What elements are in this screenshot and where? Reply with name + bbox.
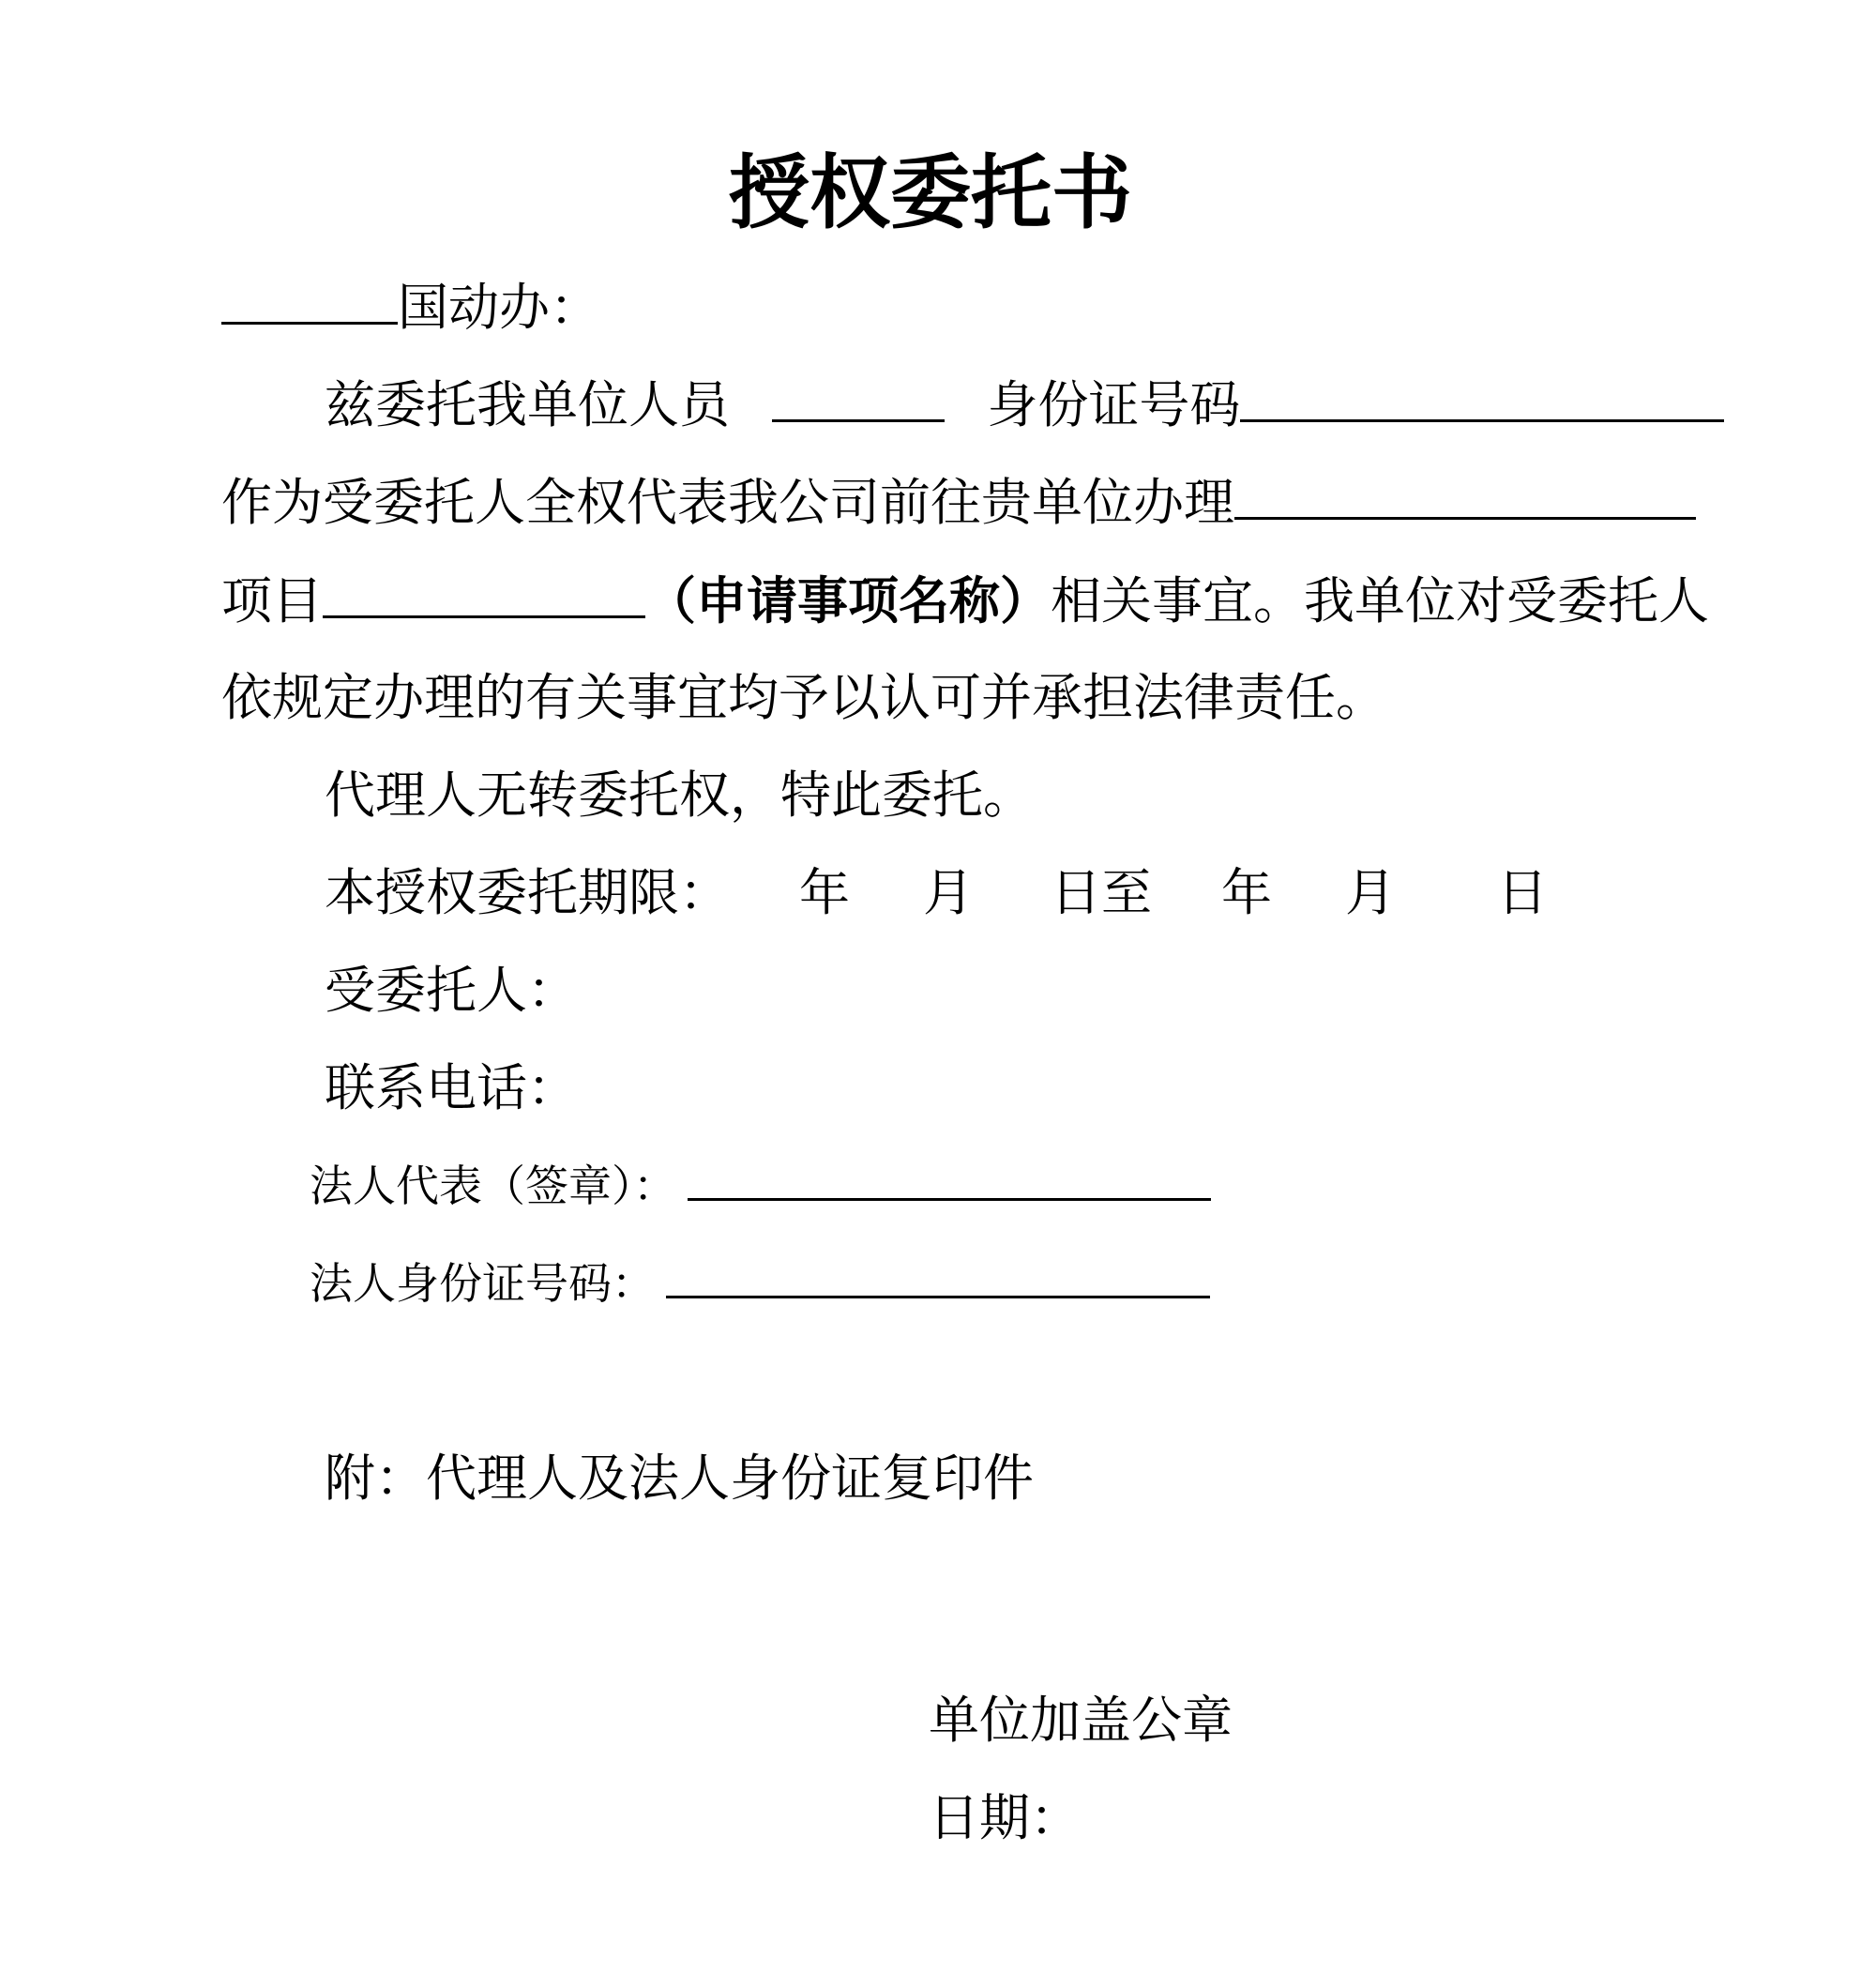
trustee-label: 受委托人：	[325, 961, 578, 1020]
legal-id-blank[interactable]	[666, 1260, 1210, 1298]
legal-rep-line	[310, 1158, 1211, 1214]
period-year-1: 年	[799, 863, 850, 922]
legal-rep-signature-blank[interactable]	[688, 1162, 1211, 1201]
legal-id-label: 法人身份证号码：	[310, 1258, 655, 1309]
period-day-to: 日至	[1051, 863, 1152, 922]
paragraph-3	[221, 572, 1709, 630]
paragraph-1	[325, 377, 1724, 433]
project-blank[interactable]	[323, 574, 645, 618]
project-label: 项目	[221, 571, 323, 630]
id-number-label: 身份证号码	[987, 375, 1241, 434]
legal-id-line	[310, 1255, 1210, 1312]
attachment-note: 附：代理人及法人身份证复印件	[325, 1449, 1034, 1508]
paragraph-4: 依规定办理的有关事宜均予以认可并承担法律责任。	[221, 668, 1386, 727]
related-matters-text: 相关事宜。我单位对受委托人	[1051, 571, 1709, 630]
period-month-1: 月	[923, 863, 974, 922]
recipient-line	[221, 280, 600, 336]
period-day-2: 日	[1497, 863, 1548, 922]
recipient-blank[interactable]	[221, 281, 398, 325]
proxy-text: 作为受委托人全权代表我公司前往贵单位办理	[221, 473, 1234, 532]
document-title: 授权委托书	[729, 145, 1132, 240]
paragraph-5: 代理人无转委托权，特此委托。	[325, 766, 1034, 825]
legal-rep-label: 法人代表（签章）：	[310, 1161, 676, 1211]
entrust-text: 兹委托我单位人员	[325, 375, 730, 434]
staff-name-blank[interactable]	[772, 378, 945, 422]
seal-label: 单位加盖公章	[929, 1691, 1233, 1750]
authorization-period	[325, 865, 730, 921]
paragraph-2	[221, 475, 1696, 531]
recipient-suffix: 国动办：	[398, 278, 600, 337]
date-label: 日期：	[929, 1788, 1081, 1847]
period-month-2: 月	[1345, 863, 1396, 922]
phone-label: 联系电话：	[325, 1058, 578, 1117]
period-label: 本授权委托期限：	[325, 863, 730, 922]
id-number-blank[interactable]	[1240, 378, 1724, 422]
application-item-name: （申请事项名称）	[645, 570, 1051, 630]
business-blank[interactable]	[1234, 476, 1696, 520]
period-year-2: 年	[1221, 863, 1272, 922]
